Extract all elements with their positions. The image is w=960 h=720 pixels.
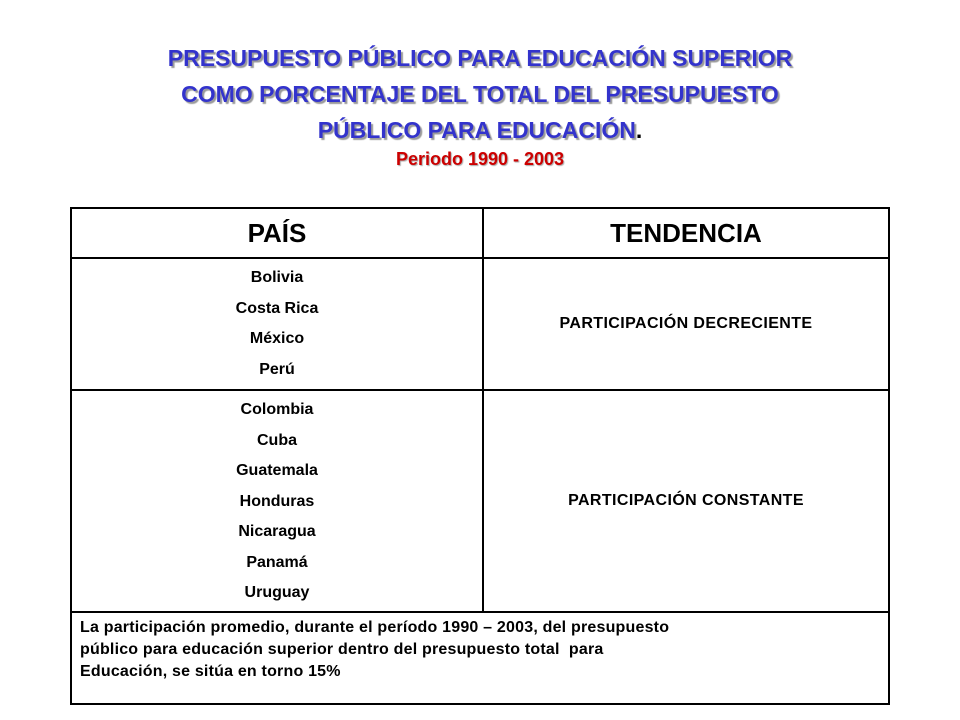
header-country: PAÍS	[71, 208, 483, 258]
title-line-3-text: PÚBLICO PARA EDUCACIÓN	[317, 117, 636, 143]
trend-cell: PARTICIPACIÓN CONSTANTE	[483, 390, 889, 612]
note-line-3: Educación, se sitúa en torno 15%	[80, 663, 341, 680]
trend-table	[70, 207, 890, 705]
slide-subtitle: Periodo 1990 - 2003	[395, 149, 565, 169]
country-item: México	[249, 330, 305, 347]
title-line-1: PRESUPUESTO PÚBLICO PARA EDUCACIÓN SUPERIOR	[167, 45, 793, 71]
country-item: Costa Rica	[235, 299, 319, 317]
title-line-3	[60, 112, 900, 148]
trend-cell: PARTICIPACIÓN DECRECIENTE	[483, 258, 889, 390]
country-item: Guatemala	[236, 462, 318, 479]
note-line-1: La participación promedio, durante el período 1990 – 2003, del presupuesto	[80, 619, 670, 636]
country-item: Bolivia	[250, 269, 304, 286]
table-row	[71, 258, 889, 390]
country-item: Cuba	[257, 431, 297, 449]
slide-title	[60, 40, 900, 172]
country-list-cell	[71, 390, 483, 612]
title-line-2: COMO PORCENTAJE DEL TOTAL DEL PRESUPUESTO	[181, 81, 779, 107]
country-item: Nicaragua	[238, 523, 316, 540]
note-line-2: público para educación superior dentro del presupuesto total para	[80, 641, 604, 658]
note-cell	[71, 612, 889, 704]
country-item: Uruguay	[244, 584, 310, 601]
table-note-row	[71, 612, 889, 704]
table-row	[71, 390, 889, 612]
country-item: Panamá	[246, 553, 308, 571]
title-line-3-period: .	[635, 117, 643, 143]
table-header-row	[71, 208, 889, 258]
country-item: Perú	[259, 360, 295, 378]
country-item: Colombia	[240, 401, 314, 418]
country-list-cell	[71, 258, 483, 390]
country-item: Honduras	[239, 492, 315, 510]
header-trend: TENDENCIA	[483, 208, 889, 258]
